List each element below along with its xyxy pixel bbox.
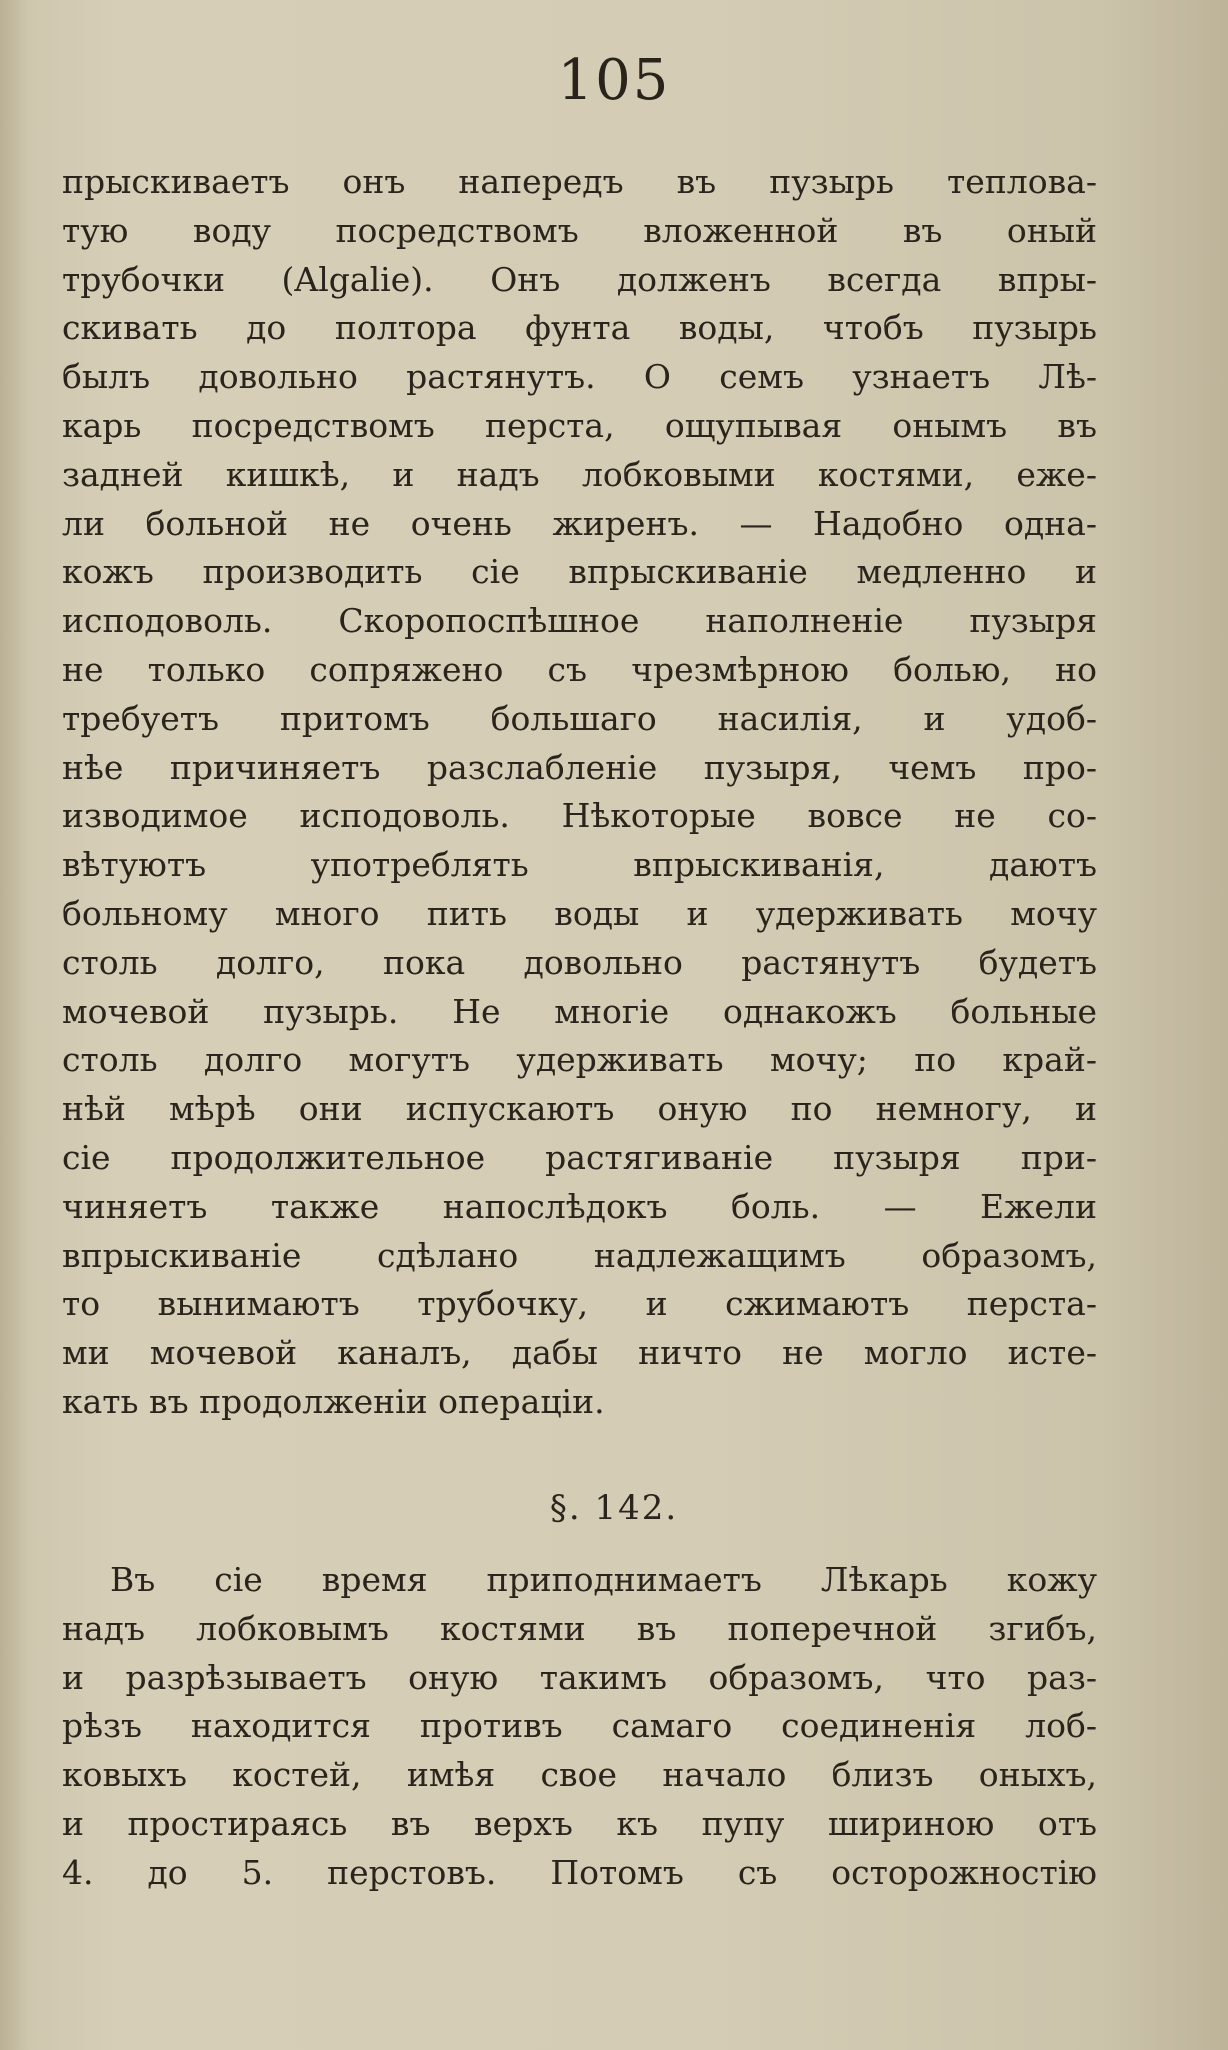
page-number: 105 [557, 48, 671, 113]
text-line: нѣе причиняетъ разслабленіе пузыря, чемъ про- [62, 747, 1097, 787]
text-line: ли больной не очень жиренъ. — Надобно одна- [62, 503, 1097, 543]
text-line: трубочки (Algalie). Онъ долженъ всегда впры- [62, 259, 1097, 299]
text-line: мочевой пузырь. Не многіе однакожъ больные [62, 991, 1097, 1031]
text-line: и простираясь въ верхъ къ пупу шириною отъ [62, 1803, 1097, 1843]
text-line: исподоволь. Скоропоспѣшное наполненіе пузыря [62, 601, 1097, 641]
text-line: чиняетъ также напослѣдокъ боль. — Ежели [62, 1186, 1097, 1226]
text-line: кожъ производить сіе впрыскиваніе медленно и [62, 552, 1097, 592]
paragraph-1 [62, 158, 1097, 1427]
text-line: то вынимаютъ трубочку, и сжимаютъ перста- [62, 1284, 1097, 1324]
text-line: скивать до полтора фунта воды, чтобъ пузырь [62, 308, 1097, 348]
text-line: сіе продолжительное растягиваніе пузыря при- [62, 1137, 1097, 1177]
text-line: не только сопряжено съ чрезмѣрною болью, но [62, 649, 1097, 689]
text-line: 4. до 5. перстовъ. Потомъ съ осторожностію [62, 1852, 1097, 1892]
text-line: изводимое исподоволь. Нѣкоторые вовсе не со- [62, 796, 1097, 836]
text-line: столь долго, пока довольно растянутъ будетъ [62, 942, 1097, 982]
text-line: больному много пить воды и удерживать мочу [62, 893, 1097, 933]
text-line: былъ довольно растянутъ. О семъ узнаетъ Лѣ- [62, 357, 1097, 397]
text-line: впрыскиваніе сдѣлано надлежащимъ образомъ, [62, 1235, 1097, 1275]
text-line: прыскиваетъ онъ напередъ въ пузырь теплова- [62, 162, 1097, 201]
text-line: нѣй мѣрѣ они испускаютъ оную по немногу, и [62, 1089, 1097, 1129]
text-line: задней кишкѣ, и надъ лобковыми костями, еже- [62, 454, 1097, 494]
section-heading: §. 142. [549, 1488, 679, 1528]
text-line: тую воду посредствомъ вложенной въ оный [62, 210, 1097, 250]
text-line: вѣтуютъ употреблять впрыскиванія, даютъ [62, 845, 1097, 885]
text-line: кать въ продолженіи операціи. [62, 1381, 605, 1421]
text-line: и разрѣзываетъ оную такимъ образомъ, что раз- [62, 1657, 1097, 1697]
text-line: ковыхъ костей, имѣя свое начало близъ оныхъ, [62, 1755, 1097, 1795]
text-line: надъ лобковымъ костями въ поперечной згибъ, [62, 1608, 1097, 1648]
paragraph-2 [62, 1556, 1097, 1898]
text-line: рѣзъ находится противъ самаго соединенія лоб- [62, 1706, 1097, 1746]
text-line: столь долго могутъ удерживать мочу; по край- [62, 1040, 1097, 1080]
text-line: карь посредствомъ перста, ощупывая онымъ въ [62, 405, 1097, 445]
text-line: Въ сіе время приподнимаетъ Лѣкарь кожу [110, 1560, 1097, 1599]
text-line: ми мочевой каналъ, дабы ничто не могло исте- [62, 1333, 1097, 1373]
text-line: требуетъ притомъ большаго насилія, и удоб- [62, 698, 1097, 738]
